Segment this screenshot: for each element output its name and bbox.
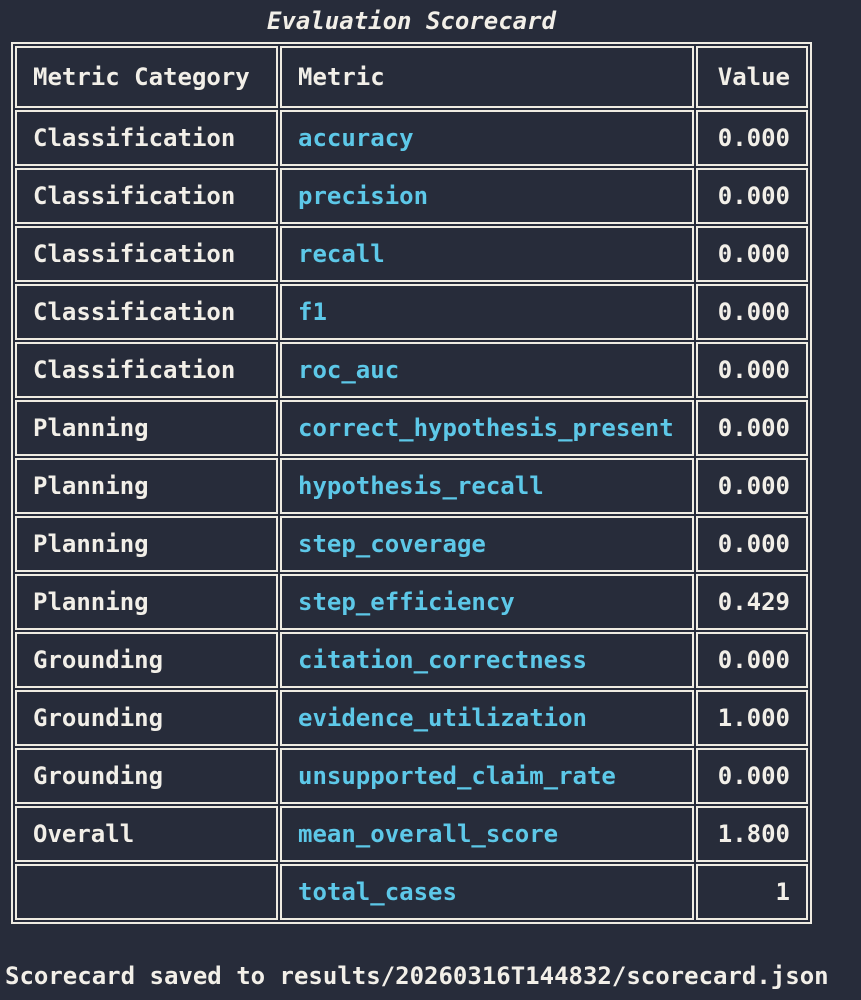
cell-metric-category: Grounding [15, 690, 278, 746]
scorecard-table [11, 42, 812, 924]
cell-metric-category: Classification [15, 168, 278, 224]
cell-metric-name: correct_hypothesis_present [280, 400, 694, 456]
table-row [15, 400, 808, 456]
table-row [15, 458, 808, 514]
table-row [15, 110, 808, 166]
table-row [15, 690, 808, 746]
table-row [15, 574, 808, 630]
table-row [15, 284, 808, 340]
cell-metric-value: 0.429 [696, 574, 808, 630]
table-row [15, 342, 808, 398]
cell-metric-value: 0.000 [696, 400, 808, 456]
cell-metric-name: citation_correctness [280, 632, 694, 688]
cell-metric-value: 0.000 [696, 342, 808, 398]
cell-metric-name: roc_auc [280, 342, 694, 398]
cell-metric-value: 0.000 [696, 632, 808, 688]
cell-metric-value: 0.000 [696, 284, 808, 340]
table-row [15, 864, 808, 920]
cell-metric-category: Classification [15, 284, 278, 340]
cell-metric-value: 0.000 [696, 168, 808, 224]
cell-metric-name: evidence_utilization [280, 690, 694, 746]
cell-metric-category [15, 864, 278, 920]
cell-metric-name: step_coverage [280, 516, 694, 572]
cell-metric-category: Classification [15, 110, 278, 166]
column-header-metric: Metric [280, 46, 694, 108]
table-row [15, 226, 808, 282]
cell-metric-name: accuracy [280, 110, 694, 166]
cell-metric-name: hypothesis_recall [280, 458, 694, 514]
cell-metric-name: precision [280, 168, 694, 224]
cell-metric-name: f1 [280, 284, 694, 340]
cell-metric-name: step_efficiency [280, 574, 694, 630]
table-row [15, 806, 808, 862]
cell-metric-value: 0.000 [696, 110, 808, 166]
column-header-metric-category: Metric Category [15, 46, 278, 108]
cell-metric-value: 1.000 [696, 690, 808, 746]
table-row [15, 632, 808, 688]
cell-metric-name: total_cases [280, 864, 694, 920]
cell-metric-value: 1.800 [696, 806, 808, 862]
table-row [15, 168, 808, 224]
cell-metric-category: Grounding [15, 632, 278, 688]
cell-metric-value: 0.000 [696, 748, 808, 804]
cell-metric-category: Classification [15, 226, 278, 282]
cell-metric-value: 0.000 [696, 458, 808, 514]
cell-metric-value: 0.000 [696, 226, 808, 282]
table-row [15, 748, 808, 804]
cell-metric-name: recall [280, 226, 694, 282]
column-header-value: Value [696, 46, 808, 108]
table-row [15, 516, 808, 572]
cell-metric-category: Planning [15, 400, 278, 456]
cell-metric-value: 0.000 [696, 516, 808, 572]
table-header-row [15, 46, 808, 108]
page-title: Evaluation Scorecard [267, 7, 556, 35]
cell-metric-category: Planning [15, 458, 278, 514]
cell-metric-name: unsupported_claim_rate [280, 748, 694, 804]
cell-metric-name: mean_overall_score [280, 806, 694, 862]
cell-metric-value: 1 [696, 864, 808, 920]
cell-metric-category: Classification [15, 342, 278, 398]
scorecard-panel [11, 8, 812, 924]
status-line: Scorecard saved to results/20260316T144832/scorecard.json [5, 962, 829, 990]
cell-metric-category: Planning [15, 574, 278, 630]
cell-metric-category: Overall [15, 806, 278, 862]
cell-metric-category: Planning [15, 516, 278, 572]
cell-metric-category: Grounding [15, 748, 278, 804]
